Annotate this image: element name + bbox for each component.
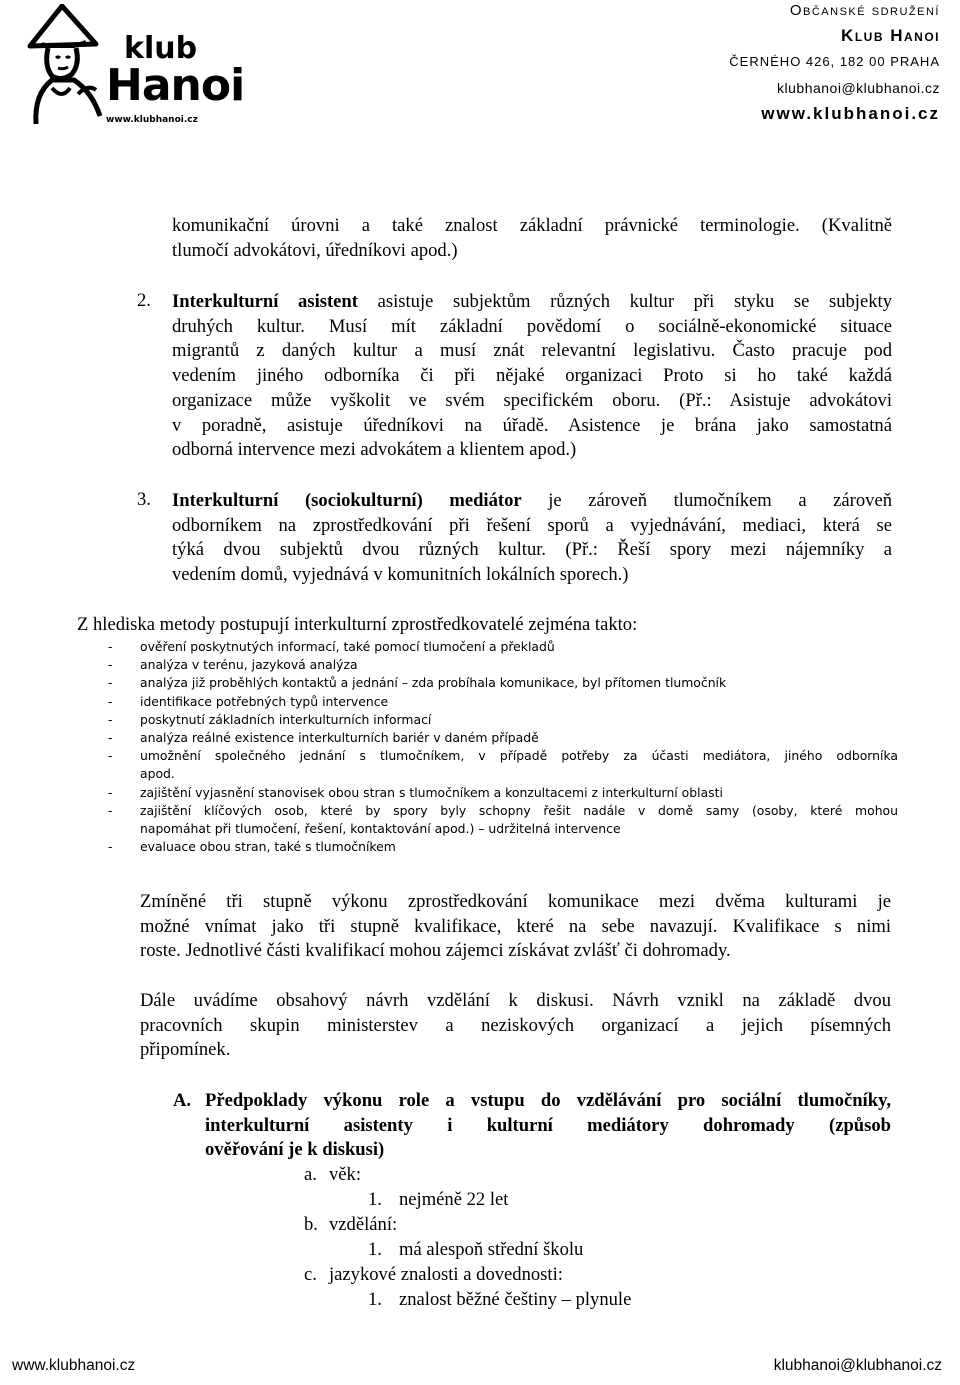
footer-email-link[interactable]: klubhanoi@klubhanoi.cz	[773, 1357, 942, 1374]
qualification-paragraph	[140, 890, 891, 964]
list-item: - evaluace obou stran, také s tlumočníkem	[108, 838, 898, 856]
item-3-term: Interkulturní (sociokulturní) mediátor	[172, 490, 522, 511]
list-item: - umožnění společného jednání s tlumočníkem, v případě potřeby za účasti mediátora, jiného odborníka apod.	[108, 747, 898, 783]
sub-a-label: a.	[304, 1164, 317, 1185]
item-3-line: vedením domů, vyjednává v komunitních lokálních sporech.)	[172, 564, 629, 586]
item-2-line: druhých kultur. Musí mít základní povědomí o sociálně-ekonomické situace	[172, 315, 892, 337]
item-2-term: Interkulturní asistent	[172, 291, 358, 312]
list-item: - identifikace potřebných typů intervence	[108, 693, 898, 711]
sub-a-item: nejméně 22 let	[399, 1189, 509, 1210]
item-3-line: týká dvou subjektů dvou různých kultur. (Př.: Řeší spory mezi nájemníky a	[172, 539, 892, 561]
item-2-line: v poradně, asistuje úředníkovi na úřadě. Asistence je brána jako samostatná	[172, 414, 892, 436]
sub-b-item: má alespoň střední školu	[399, 1239, 584, 1260]
header-web-link[interactable]: www.klubhanoi.cz	[761, 104, 940, 123]
list-item-text: umožnění společného jednání s tlumočníkem, v případě potřeby za účasti mediátora, jiného odborníka	[140, 748, 898, 764]
list-item-text: napomáhat při tlumočení, řešení, kontaktování apod.) – udržitelná intervence	[140, 821, 621, 837]
item-2-first-line: asistuje subjektům různých kultur při styku se subjekty	[357, 291, 892, 312]
org-address: ČERNÉHO 426, 182 00 PRAHA	[729, 54, 940, 69]
paragraph-line: Zmíněné tři stupně výkonu zprostředkování komunikace mezi dvěma kulturami je	[140, 891, 891, 912]
sub-c-item-number: 1.	[368, 1289, 382, 1310]
sub-a-text: věk:	[329, 1164, 362, 1185]
paragraph-line: Dále uvádíme obsahový návrh vzdělání k diskusi. Návrh vznikl na základě dvou	[140, 990, 891, 1011]
footer-web-link[interactable]: www.klubhanoi.cz	[12, 1357, 136, 1374]
sub-a-item-number: 1.	[368, 1189, 382, 1210]
org-name: Klub Hanoi	[841, 26, 940, 45]
org-type: Občanské sdružení	[789, 2, 940, 19]
sub-b-label: b.	[304, 1214, 318, 1235]
sub-c-text: jazykové znalosti a dovednosti:	[329, 1264, 563, 1285]
paragraph-line: roste. Jednotlivé části kvalifikací mohou zájemci získávat zvlášť či dohromady.	[140, 940, 731, 962]
list-item: - analýza již proběhlých kontaktů a jednání – zda probíhala komunikace, byl přítomen tlumočník	[108, 674, 898, 692]
paragraph-line: připomínek.	[140, 1039, 231, 1061]
item-2-line: vedením jiného odborníka či při nějaké organizaci Proto si ho také každá	[172, 365, 892, 387]
methods-heading: Z hlediska metody postupují interkulturní zprostředkovatelé zejména takto:	[77, 614, 638, 635]
list-item: - zajištění vyjasnění stanovisek obou stran s tlumočníkem a konzultacemi z interkulturní oblasti	[108, 784, 898, 802]
section-a-line: ověřování je k diskusi)	[205, 1139, 385, 1161]
list-item-text: analýza v terénu, jazyková analýza	[140, 657, 358, 673]
item-2-number: 2.	[137, 290, 151, 311]
paragraph-line: možné vnímat jako tři stupně kvalifikace, které na sebe navazují. Kvalifikace s nimi	[140, 915, 891, 937]
list-item-text: identifikace potřebných typů intervence	[140, 693, 389, 709]
list-item-text: apod.	[140, 766, 175, 782]
list-item-text: ověření poskytnutých informací, také pomocí tlumočení a překladů	[140, 639, 555, 654]
logo-url: www.klubhanoi.cz	[106, 115, 198, 125]
intro-line: tlumočí advokátovi, úředníkovi apod.)	[172, 239, 458, 261]
section-a-line: interkulturní asistenty i kulturní mediátory dohromady (způsob	[205, 1114, 891, 1136]
intro-paragraph	[172, 214, 892, 263]
item-2-paragraph	[172, 290, 892, 463]
list-item-text: zajištění vyjasnění stanovisek obou stran s tlumočníkem a konzultacemi z interkulturní oblasti	[140, 784, 723, 800]
list-item-text: analýza reálné existence interkulturních bariér v daném případě	[140, 730, 539, 746]
list-item-text: analýza již proběhlých kontaktů a jednání – zda probíhala komunikace, byl přítomen tlumočník	[140, 675, 727, 691]
sub-c-item: znalost běžné češtiny – plynule	[399, 1289, 632, 1310]
item-2-line: odborná intervence mezi advokátem a klientem apod.)	[172, 439, 577, 461]
item-2-line: migrantů z daných kultur a musí znát relevantní legislativu. Často pracuje pod	[172, 340, 892, 362]
item-3-line: odborníkem na zprostředkování při řešení sporů a vyjednávání, mediaci, která se	[172, 514, 892, 536]
list-item: - analýza reálné existence interkulturních bariér v daném případě	[108, 729, 898, 747]
list-item-text: evaluace obou stran, také s tlumočníkem	[140, 839, 396, 855]
item-2-line: organizace může vyškolit ve svém specifickém oboru. (Př.: Asistuje advokátovi	[172, 389, 892, 411]
section-a-heading	[205, 1089, 891, 1163]
list-item: - zajištění klíčových osob, které by spory byly schopny řešit nadále v domě samy (osoby, které mohou napomáhat při tlumočení, řešení, kontaktování apod.) – udržitelná intervence	[108, 802, 898, 838]
section-a-line: Předpoklady výkonu role a vstupu do vzdělávání pro sociální tlumočníky,	[205, 1090, 891, 1111]
methods-list	[108, 638, 898, 856]
klub-hanoi-logo	[22, 4, 245, 128]
item-3-number: 3.	[137, 489, 151, 510]
list-item: - analýza v terénu, jazyková analýza	[108, 656, 898, 674]
list-item: - poskytnutí základních interkulturních informací	[108, 711, 898, 729]
intro-line: komunikační úrovni a také znalost základní právnické terminologie. (Kvalitně	[172, 215, 892, 236]
sub-c-label: c.	[304, 1264, 317, 1285]
list-item-text: zajištění klíčových osob, které by spory byly schopny řešit nadále v domě samy (osoby, které mohou	[140, 802, 898, 818]
list-item-text: poskytnutí základních interkulturních informací	[140, 711, 432, 727]
sub-b-text: vzdělání:	[329, 1214, 398, 1235]
logo-word-hanoi: Hanoi	[106, 60, 245, 111]
sub-b-item-number: 1.	[368, 1239, 382, 1260]
item-3-first-line: je zároveň tlumočníkem a zároveň	[521, 490, 892, 511]
header-email-link[interactable]: klubhanoi@klubhanoi.cz	[777, 80, 940, 96]
item-3-paragraph	[172, 489, 892, 588]
section-a-letter: A.	[173, 1090, 192, 1111]
logo-word-klub: klub	[124, 31, 198, 66]
paragraph-line: pracovních skupin ministerstev a neziskových organizací a jejich písemných	[140, 1014, 891, 1036]
list-item: - ověření poskytnutých informací, také pomocí tlumočení a překladů	[108, 638, 898, 656]
proposal-paragraph	[140, 989, 891, 1063]
